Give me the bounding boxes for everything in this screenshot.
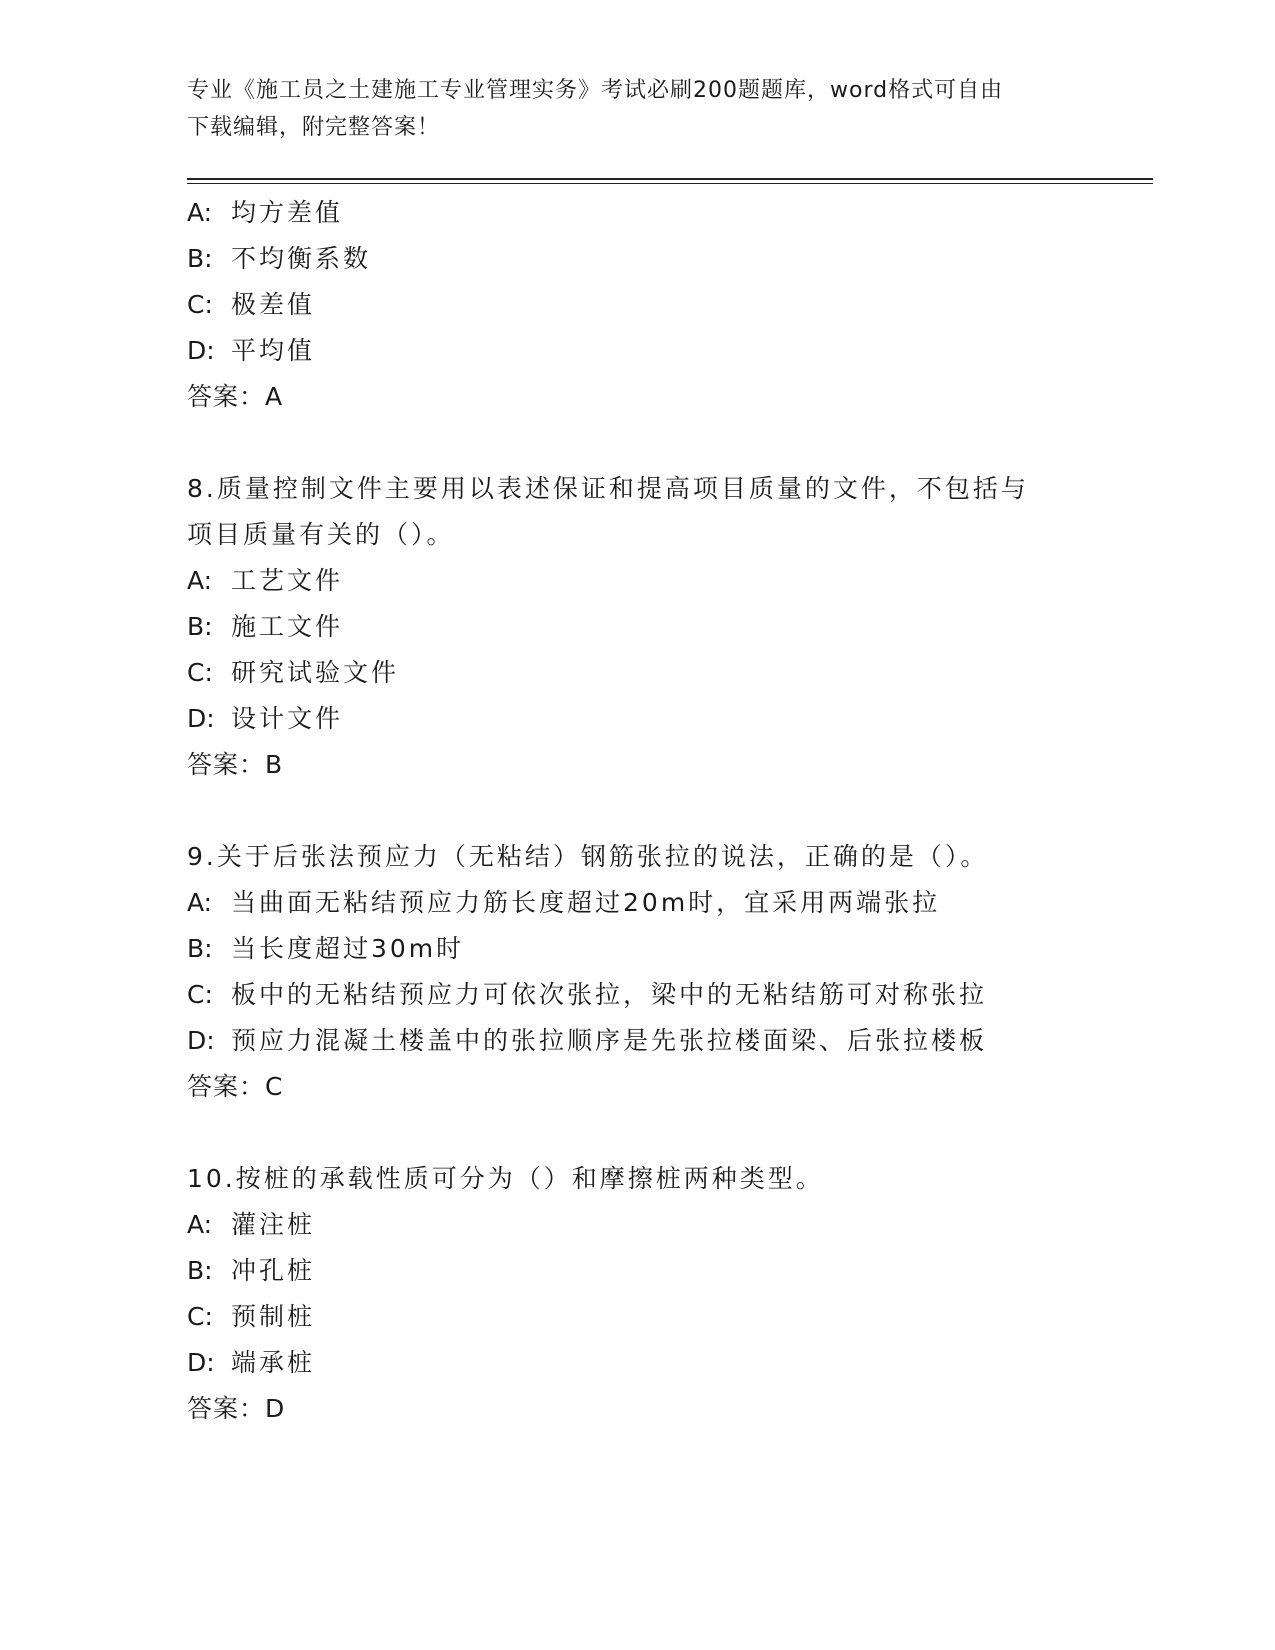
- option-b: [187, 926, 1087, 972]
- option-text: 板中的无粘结预应力可依次张拉，梁中的无粘结筋可对称张拉: [231, 980, 988, 1009]
- option-c: [187, 972, 1087, 1018]
- option-letter: D:: [187, 336, 215, 365]
- header-divider-thin: [187, 183, 1153, 184]
- option-text: 不均衡系数: [231, 244, 372, 273]
- question-9: [187, 834, 1087, 1110]
- answer: 答案：C: [187, 1072, 284, 1101]
- answer: 答案：D: [187, 1394, 286, 1423]
- option-text: 设计文件: [231, 704, 344, 733]
- option-letter: C:: [187, 980, 213, 1009]
- option-letter: C:: [187, 658, 213, 687]
- answer: 答案：A: [187, 382, 284, 411]
- option-letter: D:: [187, 1026, 215, 1055]
- option-letter: A:: [187, 888, 213, 917]
- option-letter: B:: [187, 244, 213, 273]
- option-c: [187, 1294, 1087, 1340]
- option-text: 灌注桩: [231, 1210, 316, 1239]
- option-letter: A:: [187, 566, 213, 595]
- header-line-1: 专业《施工员之土建施工专业管理实务》考试必刷200题题库，word格式可自由: [187, 78, 1004, 103]
- question-7: [187, 190, 1087, 420]
- option-a: [187, 880, 1087, 926]
- question-stem-continued: 项目质量有关的（）。: [187, 520, 455, 549]
- option-letter: B:: [187, 1256, 213, 1285]
- option-text: 工艺文件: [231, 566, 344, 595]
- option-text: 均方差值: [231, 198, 344, 227]
- option-letter: D:: [187, 1348, 215, 1377]
- header-line-2: 下载编辑，附完整答案！: [187, 115, 441, 140]
- answer: 答案：B: [187, 750, 284, 779]
- option-b: [187, 604, 1087, 650]
- document-header: [187, 72, 1087, 146]
- option-a: [187, 1202, 1087, 1248]
- option-c: [187, 650, 1087, 696]
- option-text: 施工文件: [231, 612, 344, 641]
- option-text: 当长度超过30m时: [231, 934, 465, 963]
- option-letter: A:: [187, 1210, 213, 1239]
- question-list: [187, 190, 1087, 1432]
- option-letter: A:: [187, 198, 213, 227]
- option-text: 当曲面无粘结预应力筋长度超过20m时，宜采用两端张拉: [231, 888, 941, 917]
- option-b: [187, 236, 1087, 282]
- option-text: 冲孔桩: [231, 1256, 316, 1285]
- option-c: [187, 282, 1087, 328]
- option-d: [187, 328, 1087, 374]
- option-d: [187, 696, 1087, 742]
- question-10: [187, 1156, 1087, 1432]
- question-stem: 10.按桩的承载性质可分为（）和摩擦桩两种类型。: [187, 1164, 824, 1193]
- option-text: 预应力混凝土楼盖中的张拉顺序是先张拉楼面梁、后张拉楼板: [231, 1026, 988, 1055]
- option-a: [187, 558, 1087, 604]
- option-text: 端承桩: [231, 1348, 316, 1377]
- option-b: [187, 1248, 1087, 1294]
- option-text: 研究试验文件: [231, 658, 400, 687]
- option-text: 极差值: [231, 290, 316, 319]
- option-text: 预制桩: [231, 1302, 316, 1331]
- option-a: [187, 190, 1087, 236]
- option-d: [187, 1018, 1087, 1064]
- option-d: [187, 1340, 1087, 1386]
- option-letter: D:: [187, 704, 215, 733]
- option-letter: B:: [187, 612, 213, 641]
- option-letter: B:: [187, 934, 213, 963]
- option-letter: C:: [187, 290, 213, 319]
- option-letter: C:: [187, 1302, 213, 1331]
- question-stem: 9.关于后张法预应力（无粘结）钢筋张拉的说法，正确的是（）。: [187, 842, 989, 871]
- option-text: 平均值: [231, 336, 316, 365]
- header-divider: [187, 178, 1153, 180]
- question-8: [187, 466, 1087, 788]
- question-stem: 8.质量控制文件主要用以表述保证和提高项目质量的文件，不包括与: [187, 474, 1029, 503]
